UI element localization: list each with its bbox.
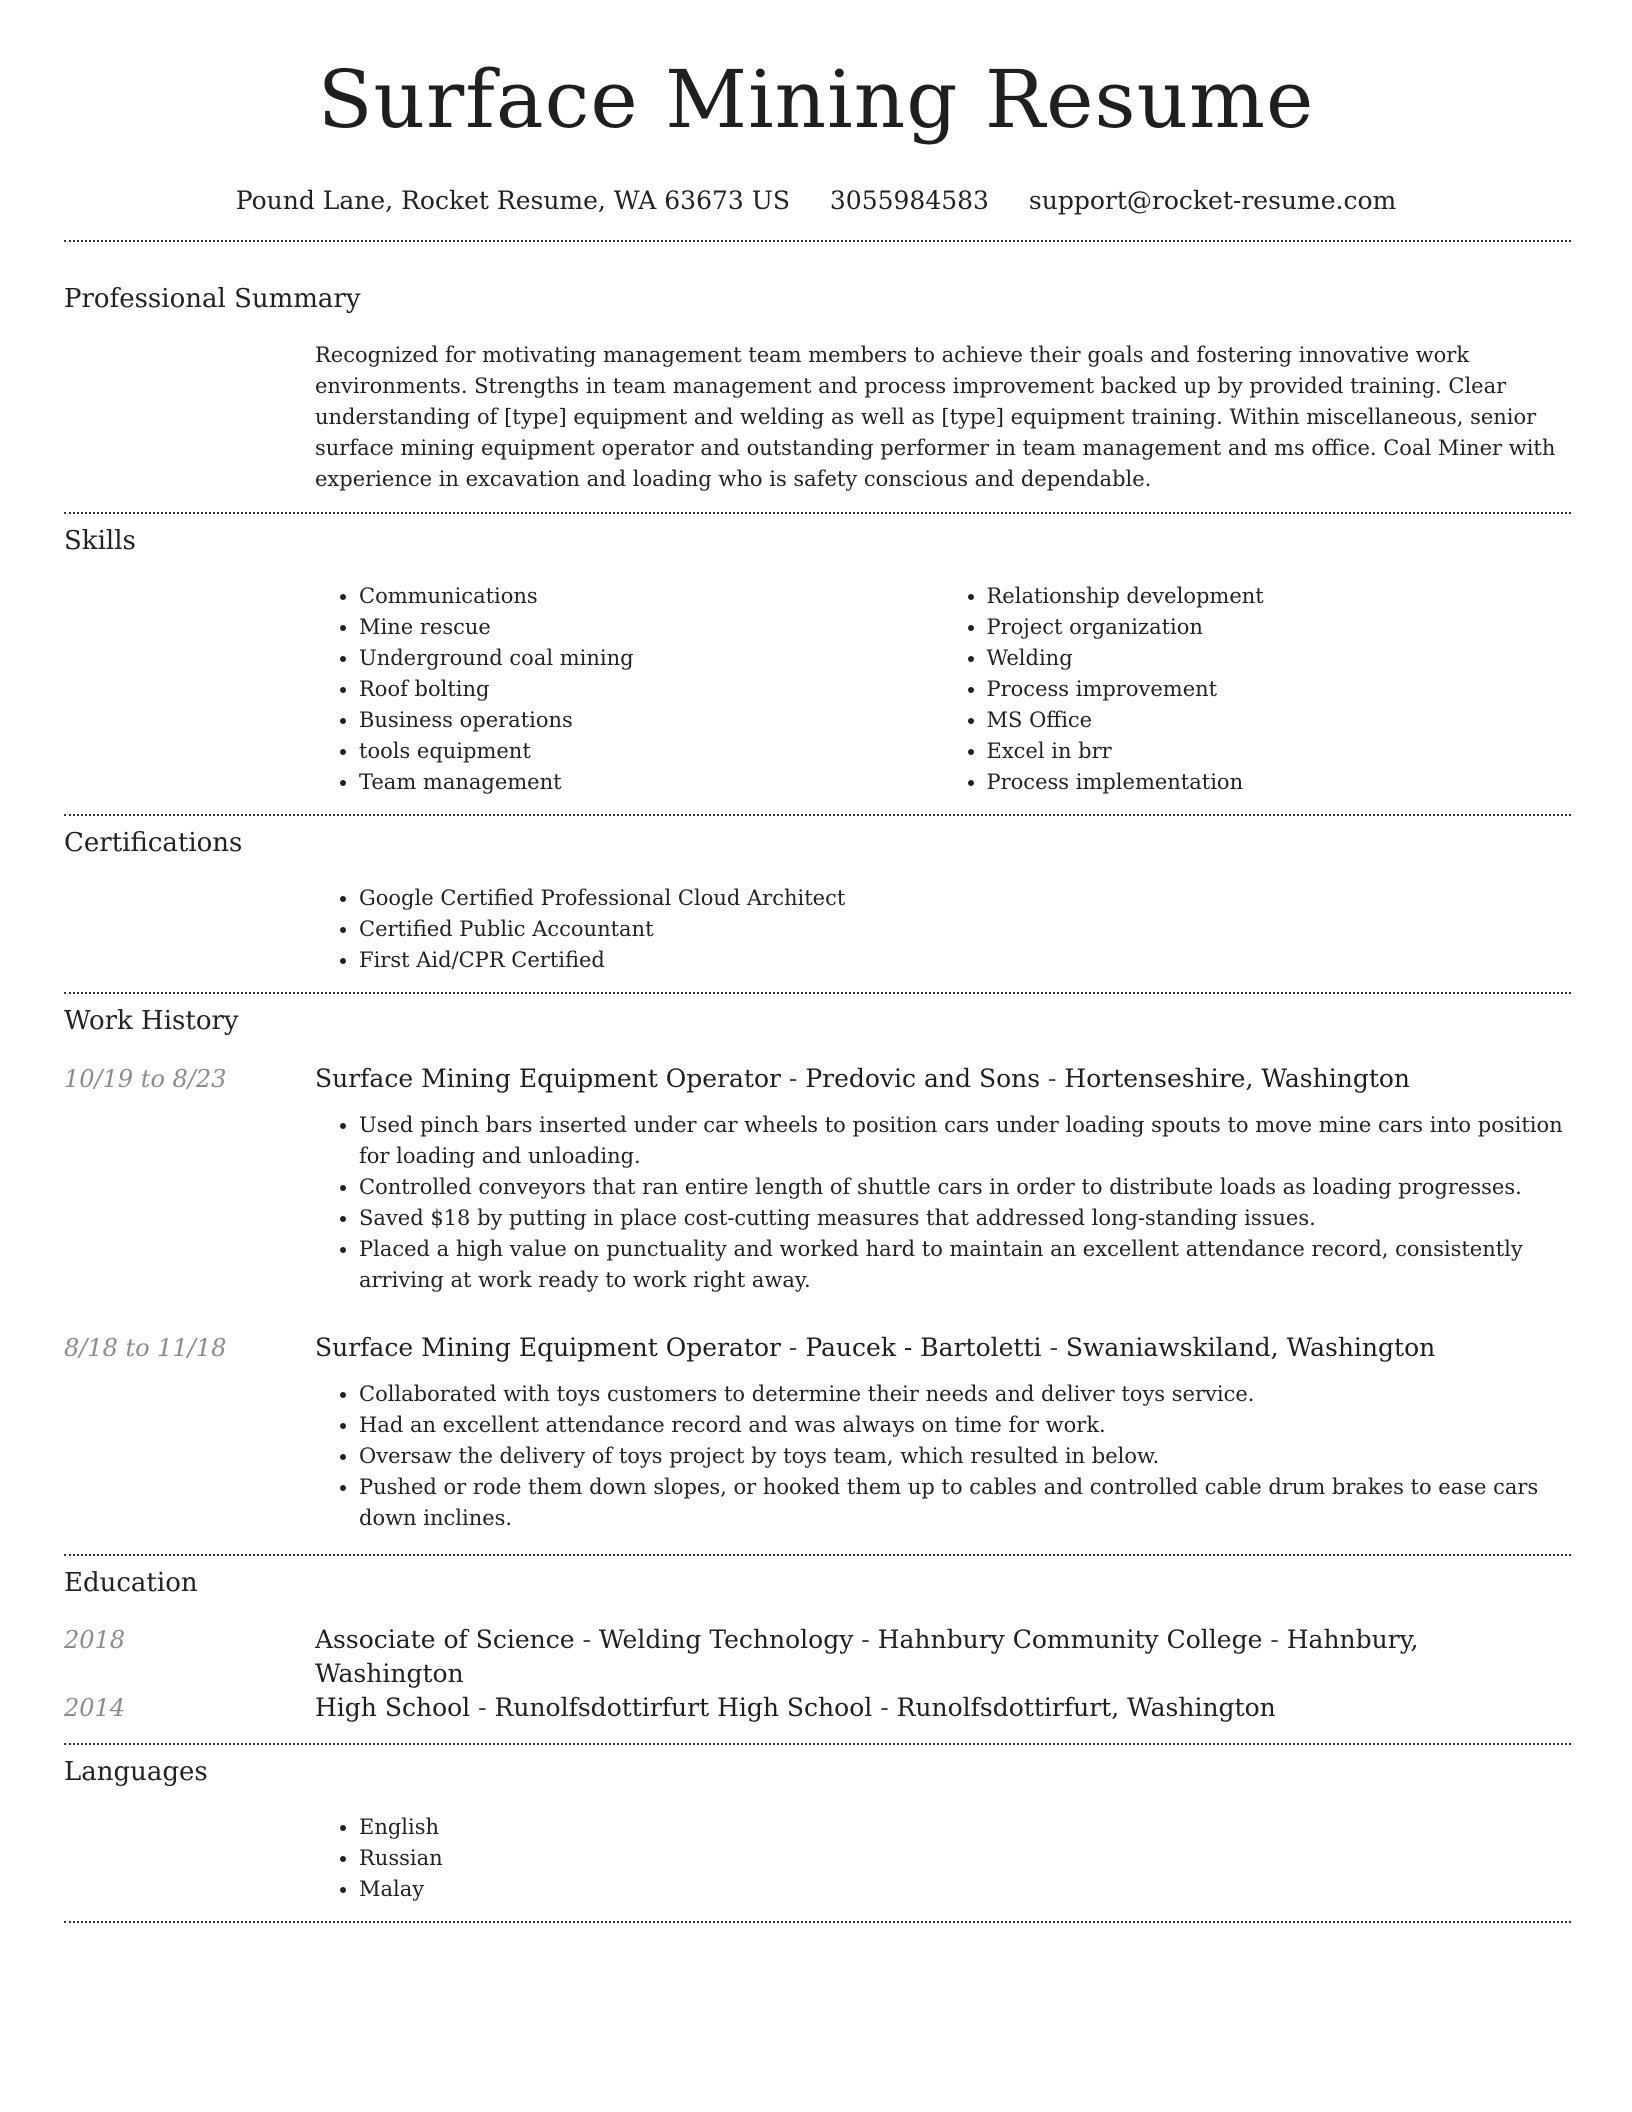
skill-item: • Business operations	[359, 705, 943, 736]
education-location: Runolfsdottirfurt, Washington	[896, 1693, 1276, 1722]
education-entry: Associate of Science - Welding Technology - Hahnbury Community College - Hahnbury, Washington	[315, 1625, 1419, 1688]
skills-column-right	[943, 581, 1571, 798]
skill-item: • Excel in brr	[987, 736, 1571, 767]
skills-list	[315, 581, 1570, 798]
skill-item: • tools equipment	[359, 736, 943, 767]
job-heading: Surface Mining Equipment Operator - Predovic and Sons - Hortenseshire, Washington	[315, 1064, 1411, 1093]
skills-column-left	[315, 581, 943, 798]
language-item: • English	[359, 1812, 1570, 1843]
skill-item: • Communications	[359, 581, 943, 612]
job-bullet: • Used pinch bars inserted under car wheels to position cars under loading spouts to move mine cars into position for loading and unloading.	[359, 1110, 1570, 1172]
job-bullet: • Controlled conveyors that ran entire length of shuttle cars in order to distribute loads as loading progresses.	[359, 1172, 1570, 1203]
section-title-languages: Languages	[64, 1757, 208, 1787]
skill-item: • Process implementation	[987, 767, 1571, 798]
job-bullet: • Placed a high value on punctuality and worked hard to maintain an excellent attendance record, consistently arriving at work ready to work right away.	[359, 1234, 1570, 1296]
skill-item: • Process improvement	[987, 674, 1571, 705]
job-entry	[315, 1331, 1570, 1534]
skill-item: • Team management	[359, 767, 943, 798]
job-location: Swaniawskiland, Washington	[1065, 1333, 1436, 1362]
resume-header	[0, 52, 1632, 218]
job-bullets	[315, 1379, 1570, 1534]
certifications-list	[315, 883, 1570, 976]
summary-content	[315, 340, 1570, 495]
job-company: Paucek - Bartoletti	[805, 1333, 1042, 1362]
divider	[64, 1921, 1571, 1923]
languages-list	[315, 1812, 1570, 1905]
skill-item: • Mine rescue	[359, 612, 943, 643]
section-title-work-history: Work History	[64, 1006, 239, 1036]
section-title-education: Education	[64, 1568, 198, 1598]
job-bullet: • Saved $18 by putting in place cost-cutting measures that addressed long-standing issues.	[359, 1203, 1570, 1234]
job-bullet: • Collaborated with toys customers to determine their needs and deliver toys service.	[359, 1379, 1570, 1410]
job-dates: 10/19 to 8/23	[64, 1065, 227, 1093]
job-heading: Surface Mining Equipment Operator - Paucek - Bartoletti - Swaniawskiland, Washington	[315, 1333, 1436, 1362]
job-location: Hortenseshire, Washington	[1064, 1064, 1411, 1093]
certification-item: • Google Certified Professional Cloud Architect	[359, 883, 1570, 914]
divider	[64, 512, 1571, 514]
education-year: 2018	[64, 1626, 126, 1654]
certification-item: • First Aid/CPR Certified	[359, 945, 1570, 976]
language-item: • Russian	[359, 1843, 1570, 1874]
email: support@rocket-resume.com	[1028, 186, 1397, 215]
resume-title: Surface Mining Resume	[317, 53, 1315, 146]
education-year: 2014	[64, 1694, 126, 1722]
skill-item: • Project organization	[987, 612, 1571, 643]
section-title-certifications: Certifications	[64, 828, 243, 858]
education-degree: High School	[315, 1693, 471, 1722]
skill-item: • Roof bolting	[359, 674, 943, 705]
job-role: Surface Mining Equipment Operator	[315, 1333, 781, 1362]
job-bullets	[315, 1110, 1570, 1296]
phone: 3055984583	[829, 186, 989, 215]
section-title-skills: Skills	[64, 526, 136, 556]
skill-item: • Welding	[987, 643, 1571, 674]
certification-item: • Certified Public Accountant	[359, 914, 1570, 945]
divider	[64, 1554, 1571, 1556]
skill-item: • Relationship development	[987, 581, 1571, 612]
education-entry: High School - Runolfsdottirfurt High School - Runolfsdottirfurt, Washington	[315, 1693, 1276, 1722]
summary-text: Recognized for motivating management team members to achieve their goals and fostering innovative work environments. Strengths in team management and process improvement backed up by provided training. Clear understanding of [type] equipment and welding as well as [type] equipment training. Within miscellaneous, senior surface mining equipment operator and outstanding performer in team management and ms office. Coal Miner with experience in excavation and loading who is safety conscious and dependable.	[315, 343, 1556, 491]
job-entry	[315, 1062, 1570, 1296]
skill-item: • MS Office	[987, 705, 1571, 736]
divider	[64, 814, 1571, 816]
section-title-summary: Professional Summary	[64, 284, 361, 314]
education-field: Welding Technology	[598, 1625, 854, 1654]
job-bullet: • Pushed or rode them down slopes, or hooked them up to cables and controlled cable drum brakes to ease cars down inclines.	[359, 1472, 1570, 1534]
contact-line	[0, 184, 1632, 218]
job-bullet: • Oversaw the delivery of toys project by toys team, which resulted in below.	[359, 1441, 1570, 1472]
divider	[64, 240, 1571, 242]
education-location: Hahnbury, Washington	[315, 1625, 1419, 1688]
education-school: Hahnbury Community College	[877, 1625, 1263, 1654]
job-bullet: • Had an excellent attendance record and was always on time for work.	[359, 1410, 1570, 1441]
job-role: Surface Mining Equipment Operator	[315, 1064, 781, 1093]
job-dates: 8/18 to 11/18	[64, 1334, 227, 1362]
divider	[64, 1743, 1571, 1745]
address: Pound Lane, Rocket Resume, WA 63673 US	[235, 186, 790, 215]
education-school: Runolfsdottirfurt High School	[494, 1693, 873, 1722]
skill-item: • Underground coal mining	[359, 643, 943, 674]
language-item: • Malay	[359, 1874, 1570, 1905]
divider	[64, 992, 1571, 994]
education-degree: Associate of Science	[315, 1625, 575, 1654]
job-company: Predovic and Sons	[805, 1064, 1041, 1093]
